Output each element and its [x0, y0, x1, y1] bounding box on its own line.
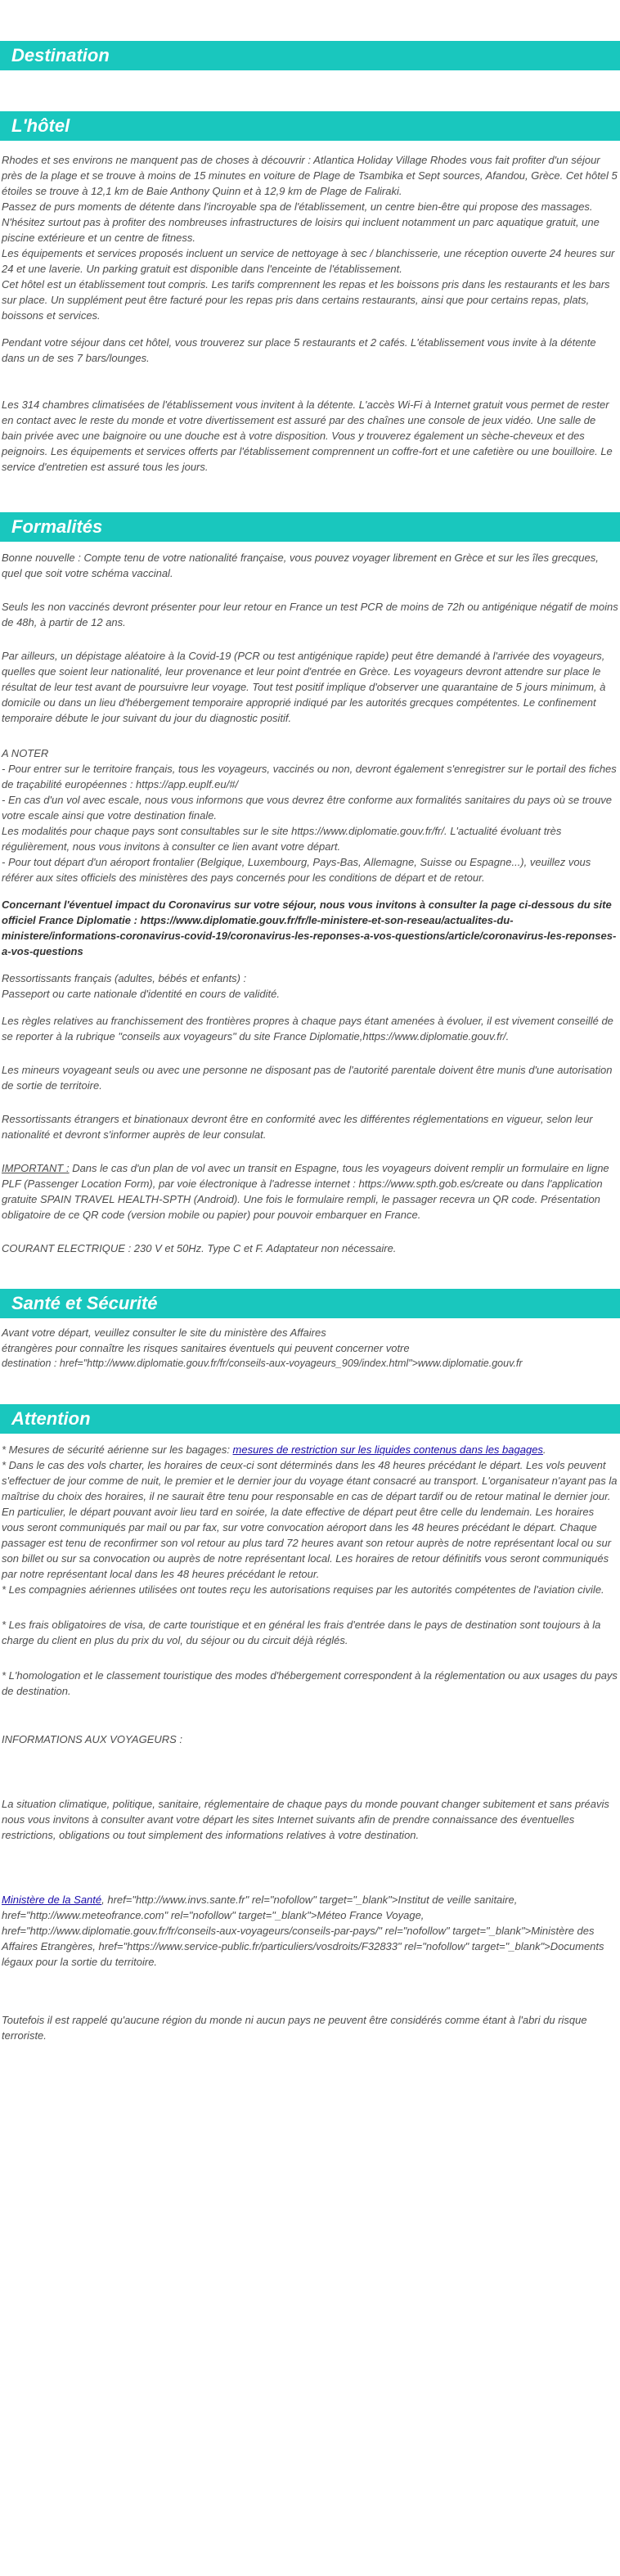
hotel-intro-1: Rhodes et ses environs ne manquent pas de choses à découvrir : Atlantica Holiday Village Rhodes vous fait profiter d'un séjour près de la plage et se trouve à moins de 15 minutes en voiture de Plage de Tsambika et Sept sources, Afandou, Grèce. Cet hôtel 5 étoiles se trouve à 12,1 km de Baie Anthony Quinn et à 12,9 km de Plage de Faliraki. — [2, 154, 618, 197]
attention-frais: * Les frais obligatoires de visa, de carte touristique et en général les frais d'entrée dans le pays de destination sont toujours à la charge du client en plus du prix du vol, du séjour ou du circuit déjà réglés. — [2, 1619, 601, 1646]
section-title-sante: Santé et Sécurité — [0, 1289, 620, 1318]
hotel-content — [0, 152, 620, 475]
hotel-intro-3: Les équipements et services proposés incluent un service de nettoyage à sec / blanchisserie, une réception ouverte 24 heures sur 24 et une laverie. Un parking gratuit est disponible dans l'enceinte de l'établissement. — [2, 247, 615, 275]
hotel-intro-2: Passez de purs moments de détente dans l'incroyable spa de l'établissement, un centre bien-être qui propose des massages. N'hésitez surtout pas à profiter des nombreuses infrastructures de loisirs qui incluent notamment un parc aquatique gratuit, une piscine extérieure et un centre de fitness. — [2, 200, 600, 244]
formalites-depistage: Par ailleurs, un dépistage aléatoire à la Covid-19 (PCR ou test antigénique rapide) peut être demandé à l'arrivée des voyageurs, quelles que soient leur nationalité, leur provenance et leur point d'entrée en Grèce. Les voyageurs devront attendre sur place le résultat de leur test avant de poursuivre leur voyage. Tout test positif implique d'observer une quarantaine de 5 jours minimum, à domicile ou dans un lieu d'hébergement temporaire approprié indiqué par les autorités grecques compétentes. Le confinement temporaire débute le jour suivant du jour du diagnostic positif. — [2, 650, 606, 724]
bagages-suffix: . — [542, 1443, 546, 1456]
bagages-prefix: * Mesures de sécurité aérienne sur les bagages: — [2, 1443, 233, 1456]
formalites-non-vaccines: Seuls les non vaccinés devront présenter pour leur retour en France un test PCR de moins de 72h ou antigénique négatif de moins de 48h, à partir de 12 ans. — [2, 601, 618, 628]
important-label: IMPORTANT : — [2, 1162, 70, 1174]
attention-sites — [2, 1892, 618, 1970]
formalites-mineurs: Les mineurs voyageant seuls ou avec une personne ne disposant pas de l'autorité parentale doivent être munis d'une autorisation de sortie de territoire. — [2, 1064, 613, 1092]
formalites-ressortissants — [2, 971, 618, 1002]
note-line: Les modalités pour chaque pays sont consultables sur le site https://www.diplomatie.gouv.fr/fr/. L'actualité évoluant très régulièrement, nous vous invitons à consulter ce lien avant votre départ. — [2, 825, 562, 853]
note-title: A NOTER — [2, 747, 49, 759]
hotel-restaurants: Pendant votre séjour dans cet hôtel, vous trouverez sur place 5 restaurants et 2 cafés. L'établissement vous invite à la détente dans un de ses 7 bars/lounges. — [2, 336, 596, 364]
sante-line: destination : href="http://www.diplomatie.gouv.fr/fr/conseils-aux-voyageurs_909/index.html">www.diplomatie.gouv.fr — [2, 1358, 523, 1369]
attention-bagages — [2, 1442, 618, 1457]
attention-toutefois: Toutefois il est rappelé qu'aucune région du monde ni aucun pays ne peuvent être considérés comme étant à l'abri du risque terroriste. — [2, 2014, 587, 2042]
attention-info-label: INFORMATIONS AUX VOYAGEURS : — [2, 1733, 183, 1745]
formalites-regles: Les règles relatives au franchissement des frontières propres à chaque pays étant amenées à évoluer, il est vivement conseillé de se reporter à la rubrique "conseils aux voyageurs" du site France Diplomatie,https://www.diplomatie.gouv.fr/. — [2, 1015, 613, 1043]
attention-vols: * Dans le cas des vols charter, les horaires de ceux-ci sont déterminés dans les 48 heures précédant le départ. Les vols peuvent s'effectuer de jour comme de nuit, le premier et le dernier jour du voyage étant consacré au transport. L'organisateur n'ayant pas la maîtrise du choix des horaires, il ne saurait être tenu pour responsable en cas de départ tardif ou de retour matinal le dernier jour. En particulier, le départ pouvant avoir lieu tard en soirée, la date effective de départ peut être celle du lendemain. Les horaires vous seront communiqués par mail ou par fax, sur votre convocation aéroport dans les 48 heures précédant le départ. Chaque passager est tenu de reconfirmer son vol retour au plus tard 72 heures avant son retour auprès de notre représentant local ou sur son billet ou sur sa convocation ou auprès de notre représentant local. Les horaires de retour définitifs vous seront communiqués par notre représentant local dans les 48 heures précédant le retour. — [2, 1459, 618, 1580]
important-text: Dans le cas d'un plan de vol avec un transit en Espagne, tous les voyageurs doivent remplir un formulaire en ligne PLF (Passenger Location Form), par voie électronique à l'adresse internet : https://www.spth.gob.es/create ou dans l'application gratuite SPAIN TRAVEL HEALTH-SPTH (Android). Une fois le formulaire rempli, le passager recevra un QR code. Présentation obligatoire de ce QR code (version mobile ou papier) pour pouvoir embarquer en France. — [2, 1162, 609, 1221]
sites-text: , href="http://www.invs.sante.fr" rel="nofollow" target="_blank">Institut de veille sanitaire, href="http://www.meteofrance.com" rel="nofollow" target="_blank">Méteo France Voyage, href="http://www.diplomatie.gouv.fr/fr/conseils-aux-voyageurs/conseils-par-pays/" rel="nofollow" target="_blank">Ministère des Affaires Etrangères, href="https://www.service-public.fr/particuliers/vosdroits/F32833" rel="nofollow" target="_blank">Documents légaux pour la sortie du territoire. — [2, 1894, 604, 1968]
formalites-etrangers: Ressortissants étrangers et binationaux devront être en conformité avec les différentes réglementations en vigueur, selon leur nationalité et devront s'informer auprès de leur consulat. — [2, 1113, 593, 1141]
note-line: - Pour tout départ d'un aéroport frontalier (Belgique, Luxembourg, Pays-Bas, Allemagne, Suisse ou Espagne...), veuillez vous référer aux sites officiels des ministères des pays concernés pour les conditions de départ et de retour. — [2, 856, 591, 884]
hotel-intro-4: Cet hôtel est un établissement tout compris. Les tarifs comprennent les repas et les boissons pris dans les restaurants et les bars sur place. Un supplément peut être facturé pour les repas pris dans certains restaurants, ainsi que pour certains repas, plats, boissons et services. — [2, 278, 610, 322]
attention-situation — [2, 1796, 618, 1843]
sante-line: Avant votre départ, veuillez consulter le site du ministère des Affaires — [2, 1326, 326, 1339]
section-title-destination: Destination — [0, 41, 620, 70]
ressortissants-doc: Passeport ou carte nationale d'identité en cours de validité. — [2, 988, 280, 1000]
note-line: - En cas d'un vol avec escale, nous vous informons que vous devrez être conforme aux formalités sanitaires du pays où se trouve votre escale ainsi que votre destination finale. — [2, 794, 613, 822]
formalites-coronavirus: Concernant l'éventuel impact du Coronavirus sur votre séjour, nous vous invitons à consulter la page ci-dessous du site officiel France Diplomatie : https://www.diplomatie.gouv.fr/fr/le-ministere-et-son-reseau/actualites-du-ministere/informations-coronavirus-covid-19/coronavirus-les-reponses-a-vos-questions/article/coronavirus-les-reponses-a-vos-questions — [2, 898, 617, 957]
formalites-content — [0, 550, 620, 1256]
attention-content — [0, 1442, 620, 2043]
sante-line: étrangères pour connaître les risques sanitaires éventuels qui peuvent concerner votre — [2, 1342, 410, 1354]
note-line: - Pour entrer sur le territoire français, tous les voyageurs, vaccinés ou non, devront également s'enregistrer sur le portail des fiches de traçabilité européennes : https://app.euplf.eu/#/ — [2, 763, 617, 790]
ressortissants-title: Ressortissants français (adultes, bébés et enfants) : — [2, 972, 247, 984]
formalites-courant: COURANT ELECTRIQUE : 230 V et 50Hz. Type C et F. Adaptateur non nécessaire. — [2, 1242, 397, 1254]
attention-compagnies: * Les compagnies aériennes utilisées ont toutes reçu les autorisations requises par les autorités compétentes de l'aviation civile. — [2, 1583, 604, 1596]
liquides-restriction-link[interactable]: mesures de restriction sur les liquides contenus dans les bagages — [232, 1443, 543, 1456]
situation-line: La situation climatique, politique, sanitaire, réglementaire de chaque pays du monde pouvant changer subitement et sans préavis — [2, 1798, 609, 1810]
formalites-important — [2, 1160, 618, 1223]
sante-content — [0, 1325, 620, 1371]
attention-homologation: * L'homologation et le classement touristique des modes d'hébergement correspondent à la réglementation ou aux usages du pays de destination. — [2, 1669, 618, 1697]
situation-line: nous vous invitons à consulter avant votre départ les sites Internet suivants afin de prendre connaissance des éventuelles restrictions, obligations ou tout simplement des informations relatives à votre destination. — [2, 1813, 575, 1841]
formalites-nationalite: Bonne nouvelle : Compte tenu de votre nationalité française, vous pouvez voyager librement en Grèce et sur les îles grecques, quel que soit votre schéma vaccinal. — [2, 552, 599, 579]
ministere-sante-link[interactable]: Ministère de la Santé — [2, 1894, 102, 1906]
section-title-formalites: Formalités — [0, 512, 620, 542]
formalites-note — [2, 745, 618, 885]
section-title-hotel: L'hôtel — [0, 111, 620, 141]
hotel-rooms: Les 314 chambres climatisées de l'établissement vous invitent à la détente. L'accès Wi-Fi à Internet gratuit vous permet de rester en contact avec le reste du monde et votre divertissement est assuré par des chaînes une console de jeux vidéo. Une salle de bain privée avec une baignoire ou une douche est à votre disposition. Vous y trouverez également un sèche-cheveux et des peignoirs. Les équipements et services offerts par l'établissement comprennent un coffre-fort et une cafetière ou une bouilloire. Le service d'entretien est assuré tous les jours. — [2, 399, 613, 473]
section-title-attention: Attention — [0, 1404, 620, 1434]
